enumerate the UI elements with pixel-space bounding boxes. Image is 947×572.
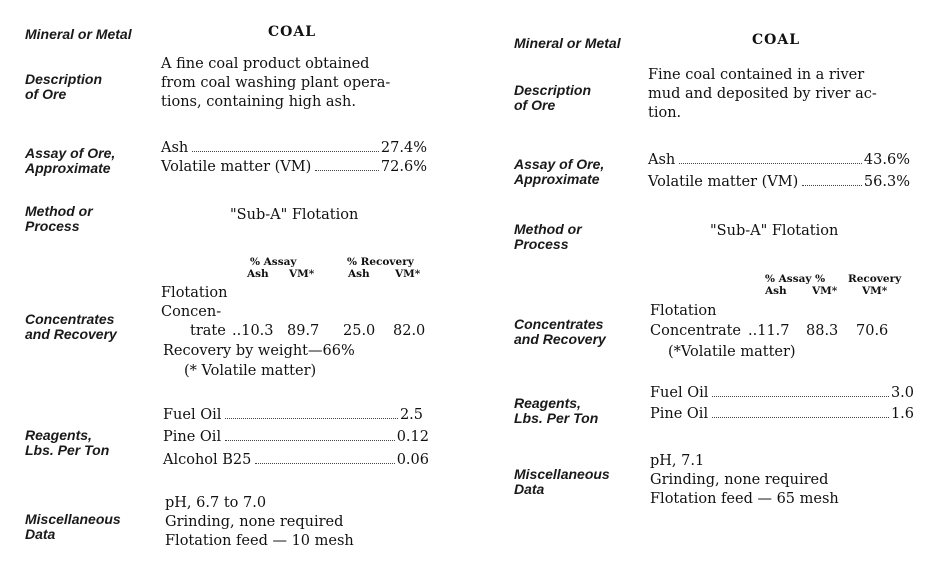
mineral-label: Mineral or Metal — [514, 35, 621, 51]
misc-text: pH, 7.1 Grinding, none required Flotation feed — 65 mesh — [650, 453, 839, 507]
assay-row: Volatile matter (VM) 72.6% — [161, 159, 427, 175]
ash-header: Ash — [765, 285, 787, 297]
footnote: (*Volatile matter) — [668, 344, 796, 360]
right-sheet — [480, 0, 947, 572]
assay-group-header: % Assay — [250, 256, 297, 268]
flotation-label: Flotation — [650, 303, 717, 319]
reagents-label: Reagents, Lbs. Per Ton — [25, 427, 110, 458]
method-label: Method or Process — [514, 221, 582, 252]
assay-label: Assay of Ore, Approximate — [25, 145, 116, 176]
description-label: Description of Ore — [514, 82, 592, 113]
concen-line2: trate — [190, 323, 226, 339]
concentrate-label: Concentrate — [650, 323, 742, 339]
mineral-title: COAL — [268, 24, 317, 40]
vm-header: VM* — [289, 268, 315, 280]
reagent-row: Pine Oil 0.12 — [163, 429, 429, 445]
description-text: Fine coal contained in a river mud and deposited by river ac- tion. — [648, 67, 877, 121]
mineral-title: COAL — [752, 32, 801, 48]
vm-header: VM* — [395, 268, 421, 280]
left-sheet — [0, 0, 460, 572]
method-label: Method or Process — [25, 203, 93, 234]
flotation-label: Flotation — [161, 285, 228, 301]
method-text: "Sub-A" Flotation — [230, 207, 359, 223]
recovery-group-header: % Recovery — [347, 256, 414, 268]
ash-header: Ash — [348, 268, 370, 280]
assay-row: Ash 43.6% — [648, 152, 910, 168]
reagent-row: Fuel Oil 3.0 — [650, 385, 914, 401]
rec-vm-value: 82.0 — [393, 323, 426, 339]
assay-group-header: % Assay % — [765, 273, 826, 285]
assay-ash-value: ..11.7 — [748, 323, 790, 339]
assay-ash-value: ..10.3 — [232, 323, 274, 339]
mineral-label: Mineral or Metal — [25, 26, 132, 42]
description-text: A fine coal product obtained from coal washing plant opera- tions, containing high ash. — [161, 56, 391, 110]
vm-header: VM* — [862, 285, 888, 297]
concen-line1: Concen- — [161, 304, 222, 320]
rec-vm-value: 70.6 — [856, 323, 889, 339]
description-label: Description of Ore — [25, 71, 103, 102]
misc-text: pH, 6.7 to 7.0 Grinding, none required Flotation feed — 10 mesh — [165, 495, 354, 549]
footnote: (* Volatile matter) — [184, 363, 317, 379]
assay-label: Assay of Ore, Approximate — [514, 156, 605, 187]
misc-label: Miscellaneous Data — [25, 511, 121, 542]
reagents-label: Reagents, Lbs. Per Ton — [514, 395, 599, 426]
method-text: "Sub-A" Flotation — [710, 223, 839, 239]
assay-vm-value: 88.3 — [806, 323, 839, 339]
ash-header: Ash — [247, 268, 269, 280]
concentrates-label: Concentrates and Recovery — [514, 316, 606, 347]
recovery-group-header: Recovery — [848, 273, 902, 285]
assay-row: Volatile matter (VM) 56.3% — [648, 174, 910, 190]
concentrates-label: Concentrates and Recovery — [25, 311, 117, 342]
misc-label: Miscellaneous Data — [514, 466, 610, 497]
reagent-row: Alcohol B25 0.06 — [163, 452, 429, 468]
vm-header: VM* — [812, 285, 838, 297]
recovery-weight: Recovery by weight—66% — [163, 343, 355, 359]
rec-ash-value: 25.0 — [343, 323, 376, 339]
assay-row: Ash 27.4% — [161, 140, 427, 156]
reagent-row: Pine Oil 1.6 — [650, 406, 914, 422]
assay-vm-value: 89.7 — [287, 323, 320, 339]
reagent-row: Fuel Oil 2.5 — [163, 407, 423, 423]
